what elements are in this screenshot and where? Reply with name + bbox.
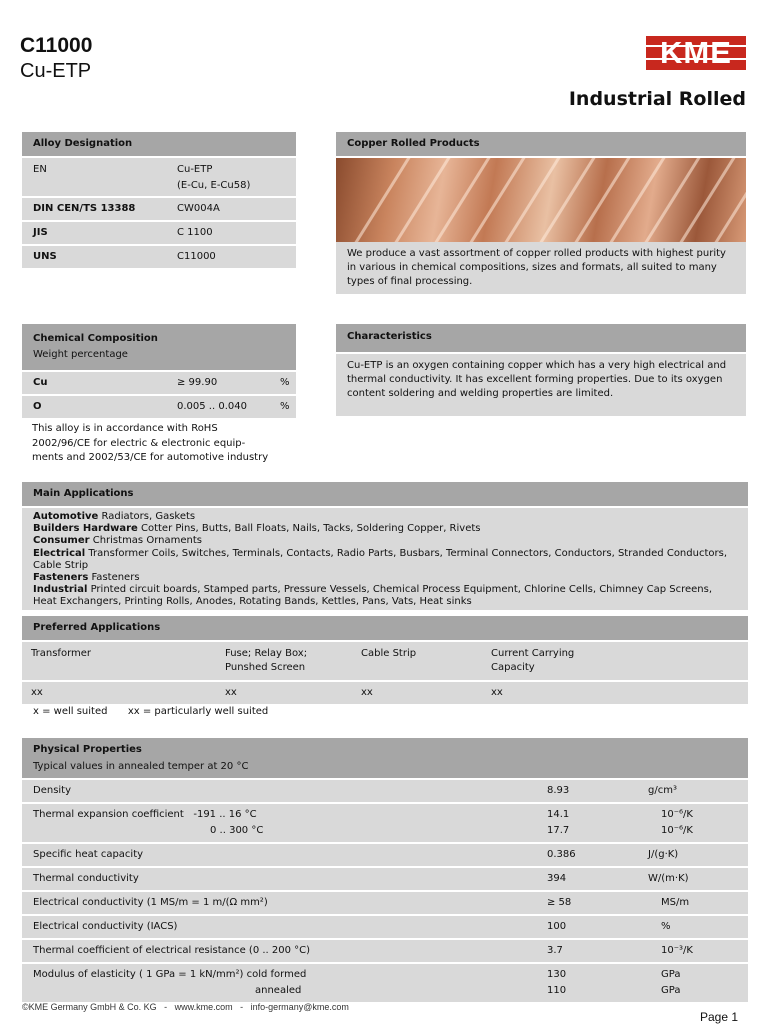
characteristics-header: Characteristics: [336, 324, 746, 352]
property-unit: GPa: [661, 985, 681, 996]
rating-cell: xx: [491, 687, 503, 698]
application-item: Industrial Printed circuit boards, Stamped parts, Pressure Vessels, Chemical Process Equipment, Chlorine Cells, Chimney Cap Screens, Heat Exchangers, Printing Rolls, Anodes, Rotating Bands, Kettles, Pans, Vats, Heat sinks: [33, 584, 713, 608]
property-unit: W/(m·K): [648, 873, 689, 884]
row-label: UNS: [33, 251, 57, 262]
property-label: Density: [33, 785, 72, 796]
table-row: [22, 868, 748, 890]
rohs-line: This alloy is in accordance with RoHS: [32, 423, 218, 434]
element-value: 0.005 .. 0.040: [177, 401, 247, 412]
rohs-line: 2002/96/CE for electric & electronic equip-: [32, 437, 246, 449]
characteristics-panel: [336, 324, 746, 416]
table-row: [22, 372, 296, 394]
rating-cell: xx: [361, 687, 373, 698]
table-row: [22, 844, 748, 866]
property-value: 8.93: [547, 785, 570, 796]
chemical-composition-header: [22, 324, 296, 370]
element-label: Cu: [33, 377, 48, 388]
property-label: Thermal coefficient of electrical resistance (0 .. 200 °C): [33, 945, 311, 956]
physical-subtitle: Typical values in annealed temper at 20 °C: [33, 761, 249, 772]
row-label: DIN CEN/TS 13388: [33, 203, 136, 214]
table-row: [22, 642, 748, 680]
table-row: [22, 158, 296, 196]
main-applications-body: [22, 508, 748, 610]
rohs-line: ments and 2002/53/CE for automotive industry: [32, 452, 269, 463]
column-header: Cable Strip: [361, 648, 417, 659]
property-value: 0.386: [547, 849, 576, 860]
rating-cell: xx: [31, 687, 43, 698]
column-header: Current Carrying Capacity: [491, 648, 575, 673]
property-unit: MS/m: [661, 897, 690, 908]
property-unit: J/(g·K): [648, 849, 679, 860]
alloy-designation-table: [22, 132, 296, 268]
characteristics-description: Cu-ETP is an oxygen containing copper which has a very high electrical and thermal conductivity. It has excellent forming properties. Due to its oxygen content soldering and welding properties are limited.: [336, 354, 746, 416]
property-value: 3.7: [547, 945, 563, 956]
physical-properties-header: [22, 738, 748, 778]
property-label: Electrical conductivity (1 MS/m = 1 m/(Ω mm²): [33, 897, 268, 908]
row-value: CW004A: [177, 203, 220, 214]
row-value: C 1100: [177, 227, 213, 238]
copper-products-panel: [336, 132, 746, 294]
property-value: 394: [547, 873, 567, 884]
row-value: C11000: [177, 251, 216, 262]
property-unit: 10⁻⁶/K: [661, 825, 693, 836]
table-row: [22, 780, 748, 802]
rating-cell: xx: [225, 687, 237, 698]
logo-text: KME: [660, 35, 732, 70]
table-row: [22, 682, 748, 704]
table-row: [22, 222, 296, 244]
kme-logo: [646, 36, 746, 70]
table-row: [22, 916, 748, 938]
page-number: Page 1: [700, 1010, 739, 1024]
element-unit: %: [280, 401, 290, 412]
copper-strips-image: [336, 158, 746, 242]
rating-legend: [33, 706, 268, 717]
table-row: [22, 246, 296, 268]
row-label: EN: [33, 164, 47, 175]
row-value-sub: (E-Cu, E-Cu58): [177, 180, 251, 191]
application-item: Fasteners Fasteners: [33, 572, 140, 584]
table-row: [22, 892, 748, 914]
element-label: O: [33, 401, 42, 412]
property-unit: %: [661, 921, 671, 932]
copper-products-header: Copper Rolled Products: [336, 132, 746, 156]
application-item: Electrical Transformer Coils, Switches, Terminals, Contacts, Radio Parts, Busbars, Terminal Connectors, Conductors, Stranded Conductors, Cable Strip: [33, 547, 727, 571]
chemical-composition-table: [22, 324, 296, 418]
alloy-name: Cu-ETP: [20, 60, 92, 82]
property-unit: 10⁻⁶/K: [661, 809, 693, 820]
copper-products-description: We produce a vast assortment of copper rolled products with highest purity in various in chemical compositions, sizes and formats, all suited to many types of final processing.: [336, 242, 746, 294]
rohs-note: [32, 422, 296, 466]
table-row: [22, 964, 748, 1002]
property-label: Modulus of elasticity ( 1 GPa = 1 kN/mm²) cold formed: [33, 969, 307, 980]
element-unit: %: [280, 377, 290, 388]
alloy-code: C11000: [20, 34, 93, 57]
physical-properties-table: [22, 738, 748, 1002]
footer-text: ©KME Germany GmbH & Co. KG - www.kme.com - info-germany@kme.com: [22, 1002, 349, 1012]
table-row: [22, 396, 296, 418]
application-item: Builders Hardware Cotter Pins, Butts, Ball Floats, Nails, Tacks, Soldering Copper, Rivets: [33, 523, 481, 535]
chemical-subtitle: Weight percentage: [33, 349, 128, 360]
preferred-applications-header: Preferred Applications: [22, 616, 748, 640]
property-unit: GPa: [661, 969, 681, 980]
table-row: [22, 804, 748, 842]
property-value: ≥ 58: [547, 897, 572, 908]
alloy-designation-header: Alloy Designation: [22, 132, 296, 156]
property-unit: g/cm³: [648, 785, 677, 796]
chemical-title: Chemical Composition: [33, 333, 158, 344]
property-sub-label: 0 .. 300 °C: [210, 825, 264, 836]
row-label: JIS: [33, 227, 48, 238]
column-header: Transformer: [31, 648, 92, 659]
property-sub-label: annealed: [255, 985, 302, 996]
property-value: 100: [547, 921, 567, 932]
main-applications-header: Main Applications: [22, 482, 748, 506]
property-value: 130: [547, 969, 567, 980]
physical-title: Physical Properties: [33, 744, 142, 755]
property-value: 17.7: [547, 825, 570, 836]
column-header: Fuse; Relay Box; Punshed Screen: [225, 648, 308, 673]
table-row: [22, 198, 296, 220]
legend-xx: xx = particularly well suited: [127, 706, 269, 717]
property-value: 110: [547, 985, 567, 996]
property-label: Electrical conductivity (IACS): [33, 921, 178, 932]
property-label: Thermal expansion coefficient -191 .. 16 °C: [33, 809, 257, 820]
application-item: Automotive Radiators, Gaskets: [33, 511, 196, 522]
application-item: Consumer Christmas Ornaments: [33, 535, 202, 547]
main-applications-panel: [22, 482, 748, 610]
property-label: Specific heat capacity: [33, 849, 144, 860]
row-value: Cu-ETP: [177, 164, 213, 175]
property-unit: 10⁻³/K: [661, 945, 693, 956]
property-value: 14.1: [547, 809, 570, 820]
table-row: [22, 940, 748, 962]
element-value: ≥ 99.90: [177, 377, 218, 388]
property-label: Thermal conductivity: [33, 873, 139, 884]
section-title: Industrial Rolled: [568, 88, 746, 110]
legend-x: x = well suited: [33, 706, 108, 717]
preferred-applications-table: [22, 616, 748, 704]
